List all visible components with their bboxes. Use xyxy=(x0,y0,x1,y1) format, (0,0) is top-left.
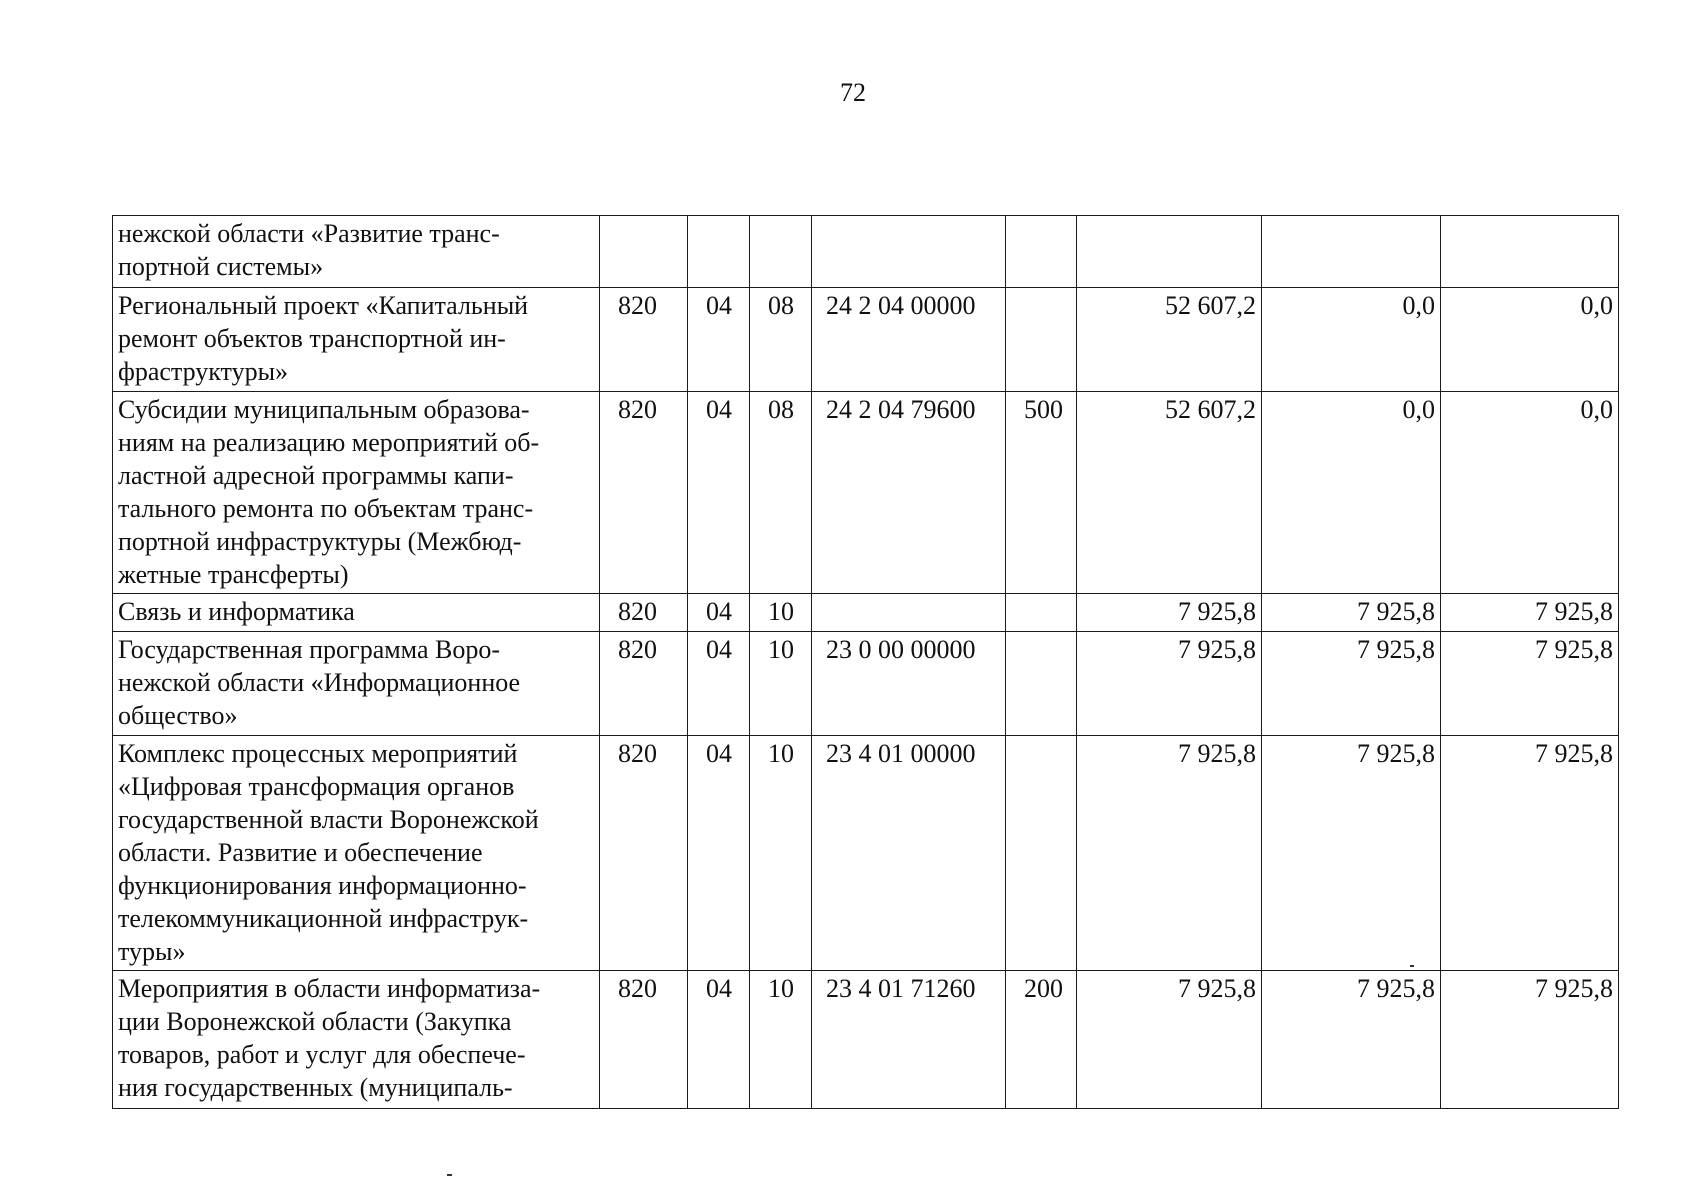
amount-year3-cell: 7 925,8 xyxy=(1441,971,1619,1109)
amount-year2-cell: 7 925,8 xyxy=(1262,632,1441,736)
amount-year1-cell: 52 607,2 xyxy=(1077,288,1262,392)
item-name-line: области. Развитие и обеспечение xyxy=(118,838,483,867)
section-cell xyxy=(688,216,750,288)
amount-year3-cell: 0,0 xyxy=(1441,392,1619,594)
amount-year1-cell: 7 925,8 xyxy=(1077,736,1262,971)
expense-type-cell xyxy=(1006,736,1077,971)
amount-year2-cell: 0,0 xyxy=(1262,288,1441,392)
amount-year1-cell: 52 607,2 xyxy=(1077,392,1262,594)
item-name-line: ниям на реализацию мероприятий об- xyxy=(118,428,540,457)
item-name-line: Мероприятия в области информатиза- xyxy=(118,974,541,1003)
grbs-cell xyxy=(600,216,688,288)
amount-year1-cell: 7 925,8 xyxy=(1077,594,1262,632)
item-name-line: Региональный проект «Капитальный xyxy=(118,291,529,320)
section-cell: 04 xyxy=(688,632,750,736)
table-row xyxy=(113,392,1619,594)
item-name-line: Государственная программа Воро- xyxy=(118,635,501,664)
subsection-cell: 08 xyxy=(750,288,812,392)
scan-speck xyxy=(1410,965,1414,967)
item-name-line: «Цифровая трансформация органов xyxy=(118,772,515,801)
item-name-line: ции Воронежской области (Закупка xyxy=(118,1007,512,1036)
amount-year1-cell xyxy=(1077,216,1262,288)
section-cell: 04 xyxy=(688,392,750,594)
expense-type-cell: 500 xyxy=(1006,392,1077,594)
table-row xyxy=(113,288,1619,392)
grbs-cell: 820 xyxy=(600,971,688,1109)
target-article-cell: 23 0 00 00000 xyxy=(812,632,1006,736)
item-name-line: товаров, работ и услуг для обеспече- xyxy=(118,1040,526,1069)
section-cell: 04 xyxy=(688,736,750,971)
item-name-line: нежской области «Информационное xyxy=(118,668,521,697)
expense-type-cell xyxy=(1006,216,1077,288)
expense-type-cell xyxy=(1006,288,1077,392)
item-name-line: жетные трансферты) xyxy=(118,560,349,589)
target-article-cell xyxy=(812,594,1006,632)
subsection-cell: 10 xyxy=(750,632,812,736)
item-name-line: функционирования информационно- xyxy=(118,871,527,900)
item-name-line: тального ремонта по объектам транс- xyxy=(118,494,534,523)
item-name-line: фраструктуры» xyxy=(118,357,289,386)
subsection-cell: 10 xyxy=(750,594,812,632)
target-article-cell: 24 2 04 00000 xyxy=(812,288,1006,392)
item-name-line: ластной адресной программы капи- xyxy=(118,461,514,490)
item-name-cell xyxy=(113,392,600,594)
amount-year2-cell: 7 925,8 xyxy=(1262,594,1441,632)
budget-table xyxy=(112,215,1619,1109)
subsection-cell xyxy=(750,216,812,288)
expense-type-cell xyxy=(1006,632,1077,736)
amount-year3-cell: 7 925,8 xyxy=(1441,632,1619,736)
amount-year2-cell: 7 925,8 xyxy=(1262,736,1441,971)
item-name-line: туры» xyxy=(118,937,186,966)
grbs-cell: 820 xyxy=(600,392,688,594)
item-name-line: нежской области «Развитие транс- xyxy=(118,219,500,248)
item-name-line: портной инфраструктуры (Межбюд- xyxy=(118,527,522,556)
target-article-cell: 23 4 01 00000 xyxy=(812,736,1006,971)
table-row xyxy=(113,632,1619,736)
scan-speck xyxy=(447,1174,452,1176)
expense-type-cell xyxy=(1006,594,1077,632)
item-name-cell xyxy=(113,632,600,736)
expense-type-cell: 200 xyxy=(1006,971,1077,1109)
grbs-cell: 820 xyxy=(600,594,688,632)
table-row xyxy=(113,736,1619,971)
subsection-cell: 10 xyxy=(750,736,812,971)
amount-year2-cell xyxy=(1262,216,1441,288)
amount-year1-cell: 7 925,8 xyxy=(1077,971,1262,1109)
item-name-line: Комплекс процессных мероприятий xyxy=(118,739,518,768)
target-article-cell xyxy=(812,216,1006,288)
subsection-cell: 08 xyxy=(750,392,812,594)
amount-year3-cell: 7 925,8 xyxy=(1441,594,1619,632)
table-row xyxy=(113,216,1619,288)
item-name-line: ния государственных (муниципаль- xyxy=(118,1073,513,1102)
amount-year1-cell: 7 925,8 xyxy=(1077,632,1262,736)
page-number: 72 xyxy=(840,78,866,107)
item-name-line: телекоммуникационной инфраструк- xyxy=(118,904,529,933)
grbs-cell: 820 xyxy=(600,736,688,971)
amount-year2-cell: 7 925,8 xyxy=(1262,971,1441,1109)
subsection-cell: 10 xyxy=(750,971,812,1109)
amount-year3-cell xyxy=(1441,216,1619,288)
item-name-cell xyxy=(113,736,600,971)
table-row xyxy=(113,971,1619,1109)
item-name-cell xyxy=(113,971,600,1109)
grbs-cell: 820 xyxy=(600,632,688,736)
target-article-cell: 23 4 01 71260 xyxy=(812,971,1006,1109)
item-name-line: Субсидии муниципальным образова- xyxy=(118,395,530,424)
item-name-line: Связь и информатика xyxy=(118,597,355,626)
table-row xyxy=(113,594,1619,632)
amount-year2-cell: 0,0 xyxy=(1262,392,1441,594)
item-name-cell xyxy=(113,594,600,632)
item-name-line: государственной власти Воронежской xyxy=(118,805,539,834)
item-name-cell xyxy=(113,216,600,288)
section-cell: 04 xyxy=(688,594,750,632)
item-name-line: общество» xyxy=(118,701,238,730)
item-name-cell xyxy=(113,288,600,392)
item-name-line: ремонт объектов транспортной ин- xyxy=(118,324,506,353)
section-cell: 04 xyxy=(688,288,750,392)
target-article-cell: 24 2 04 79600 xyxy=(812,392,1006,594)
section-cell: 04 xyxy=(688,971,750,1109)
amount-year3-cell: 0,0 xyxy=(1441,288,1619,392)
item-name-line: портной системы» xyxy=(118,252,324,281)
amount-year3-cell: 7 925,8 xyxy=(1441,736,1619,971)
grbs-cell: 820 xyxy=(600,288,688,392)
